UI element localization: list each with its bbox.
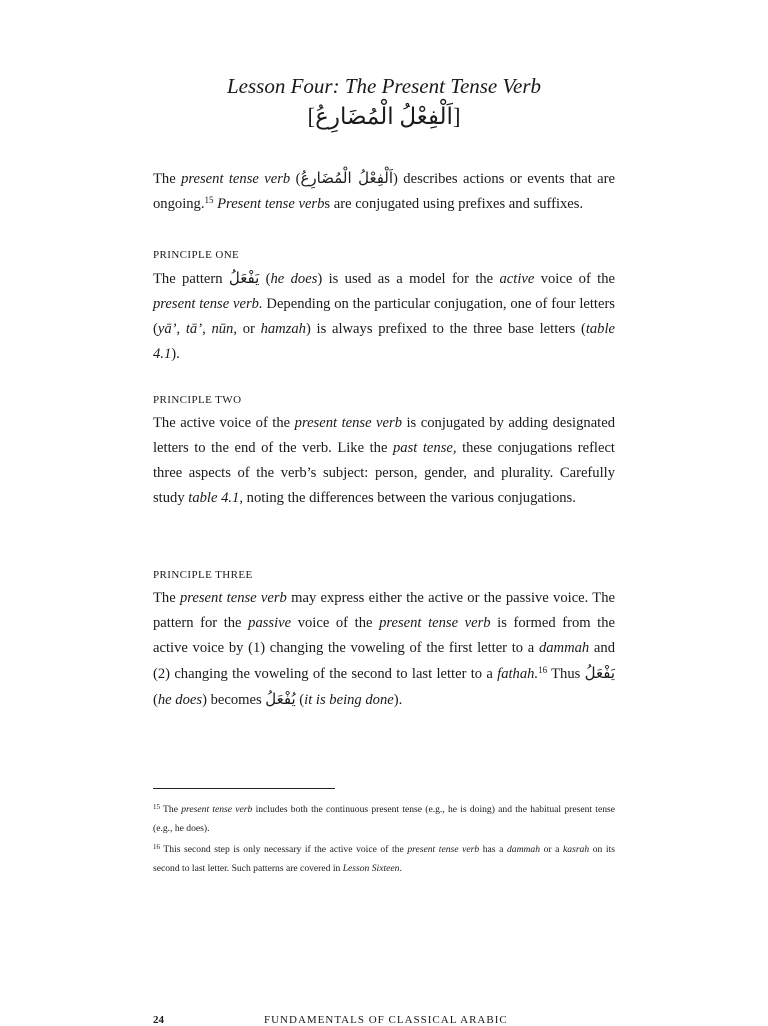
term-present-tense-verb: present tense verb (181, 171, 291, 187)
text: includes both the continuous present tense (e.g., he is doing) and the habitual present tense (e.g., he does). (153, 804, 615, 834)
text: voice of the (534, 271, 615, 287)
term: past tense, (393, 440, 457, 456)
text: The (160, 804, 182, 815)
footnote-ref-15[interactable]: 15 (204, 195, 214, 205)
table-reference: table 4.1, (188, 490, 244, 506)
arabic-pattern: يَفْعَلُ (228, 269, 260, 287)
lesson-title: Lesson Four: The Present Tense Verb (226, 74, 541, 98)
term: present tense verb (379, 615, 491, 631)
footnote-number: 16 (153, 843, 160, 851)
text: The (153, 171, 182, 187)
text: ( (153, 692, 158, 708)
text: The active voice of the (153, 415, 295, 431)
text: , (176, 321, 186, 337)
term: present tense verb. (153, 296, 263, 312)
footnotes (153, 800, 615, 878)
text: , (202, 321, 212, 337)
text: Depending on the particular conjugation, one of four letters ( (153, 296, 615, 337)
term-present-tense-verb: Present tense verb (217, 196, 325, 212)
term: present tense verb (179, 590, 287, 606)
principle-three-heading: PRINCIPLE THREE (153, 569, 253, 581)
text: This second step is only necessary if the active voice of the (160, 844, 408, 855)
text: ) describes actions or events that are ongoing. (153, 171, 615, 212)
term: dammah (506, 844, 541, 855)
gloss: he does (157, 692, 203, 708)
text: is formed from the active voice by (1) changing the voweling of the first letter to a (153, 615, 616, 656)
text: The pattern (153, 271, 229, 287)
lesson-title-arabic: [اَلْفِعْلُ الْمُضَارِعُ] (307, 104, 461, 129)
letter-name: nūn (211, 321, 234, 337)
term: active (499, 271, 535, 287)
principle-two-paragraph (153, 411, 615, 511)
letter-name: yā’ (157, 321, 177, 337)
text: these conjugations reflect three aspects of the verb’s subject: person, gender, and plurality. Carefully study (153, 440, 615, 506)
footnote-number: 15 (153, 803, 160, 811)
intro-paragraph (153, 166, 615, 217)
text: is conjugated by adding designated letters to the end of the verb. Like the (153, 415, 616, 456)
text: has a (479, 844, 507, 855)
text: voice of the (291, 615, 380, 631)
principle-three-paragraph (153, 586, 615, 713)
term: present tense verb (181, 804, 253, 815)
text: ) is used as a model for the (317, 271, 500, 287)
text: on its second to last letter. Such patterns are covered in (153, 844, 615, 874)
arabic-pattern-active: يَفْعَلُ (584, 664, 615, 682)
term: present tense verb (407, 844, 480, 855)
text: s are conjugated using prefixes and suffixes. (324, 196, 584, 212)
arabic-pattern-passive: يُفْعَلُ (265, 690, 296, 708)
table-reference: table 4.1 (153, 321, 616, 362)
text: The (153, 590, 180, 606)
text: ( (259, 271, 271, 287)
footnote-divider (153, 788, 335, 789)
footnote-15 (153, 800, 615, 838)
text: and (2) changing the voweling of the second to last letter to a (153, 640, 615, 682)
term: dammah (538, 640, 590, 656)
footnote-16 (153, 840, 615, 878)
text: or a (540, 844, 564, 855)
text: ) becomes (202, 692, 266, 708)
text: ) is always prefixed to the three base letters ( (305, 321, 586, 337)
footnote-ref-16[interactable]: 16 (538, 665, 548, 675)
text: ( (290, 171, 301, 187)
principle-two-heading: PRINCIPLE TWO (153, 394, 242, 406)
text: may express either the active or the passive voice. The pattern for the (153, 590, 615, 631)
letter-name: tā’ (185, 321, 203, 337)
text: ). (171, 346, 180, 362)
text: Thus (547, 666, 585, 682)
term: kasrah (563, 844, 590, 855)
text: , or (233, 321, 261, 337)
text: . (399, 863, 402, 874)
term: present tense verb (294, 415, 402, 431)
term: passive (248, 615, 292, 631)
text: noting the differences between the various conjugations. (243, 490, 576, 506)
principle-one-paragraph (153, 266, 615, 367)
letter-name: hamzah (260, 321, 306, 337)
principle-one-heading: PRINCIPLE ONE (153, 249, 240, 261)
term: fathah. (497, 666, 539, 682)
running-footer-title: FUNDAMENTALS OF CLASSICAL ARABIC (264, 1014, 508, 1026)
lesson-reference: Lesson Sixteen (342, 863, 400, 874)
text: ( (295, 692, 305, 708)
gloss: he does (270, 271, 318, 287)
text: ). (393, 692, 403, 708)
gloss: it is being done (304, 692, 394, 708)
arabic-term: اَلْفِعْلُ الْمُضَارِعُ (300, 169, 394, 187)
page-number: 24 (153, 1014, 164, 1026)
